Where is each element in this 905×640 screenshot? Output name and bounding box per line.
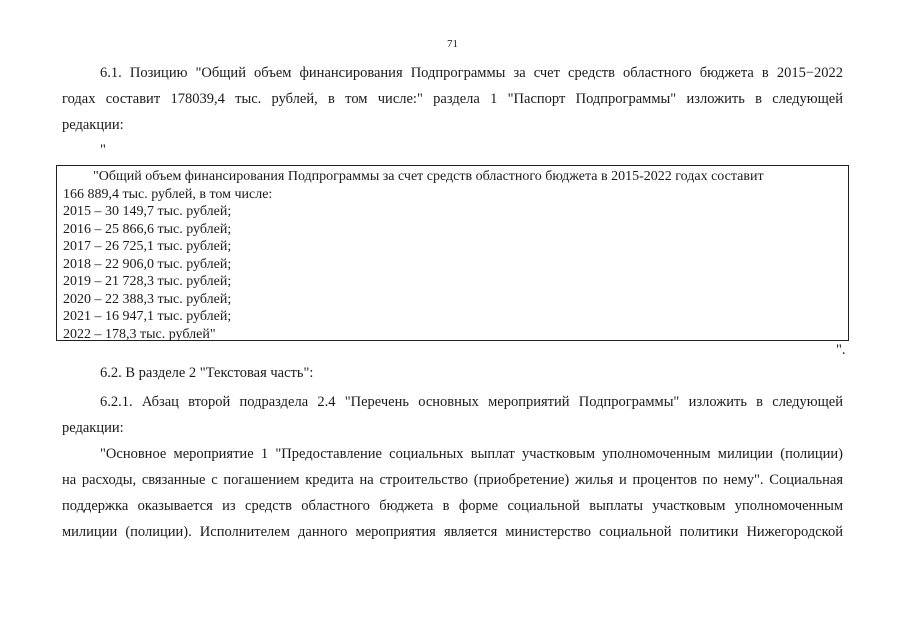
paragraph-line: "Основное мероприятие 1 "Предоставление социальных выплат участковым уполномоченным милиции (полиции): [100, 446, 843, 462]
box-line: "Общий объем финансирования Подпрограммы за счет средств областного бюджета в 2015-2022 годах составит: [93, 169, 764, 184]
paragraph-line: милиции (полиции). Исполнителем данного мероприятия является министерство социальной политики Нижегородской: [62, 524, 843, 540]
box-line: 2018 – 22 906,0 тыс. рублей;: [63, 256, 232, 272]
paragraph-line: редакции:: [62, 420, 124, 436]
paragraph-line: на расходы, связанные с погашением кредита на строительство (приобретение) жилья и процентов по нему". Социальная: [62, 472, 843, 488]
paragraph-line: годах составит 178039,4 тыс. рублей, в том числе:" раздела 1 "Паспорт Подпрограммы" изложить в следующей: [62, 91, 843, 107]
box-line: 2017 – 26 725,1 тыс. рублей;: [63, 239, 232, 254]
box-line: 2022 – 178,3 тыс. рублей": [63, 326, 216, 342]
paragraph-6-2-1: [62, 389, 843, 441]
opening-quote: ": [100, 142, 106, 158]
box-line: 166 889,4 тыс. рублей, в том числе:: [63, 186, 273, 202]
section-6-2-heading: 6.2. В разделе 2 "Текстовая часть":: [100, 365, 314, 381]
closing-quote: ".: [836, 342, 846, 358]
paragraph-line: 6.2.1. Абзац второй подраздела 2.4 "Перечень основных мероприятий Подпрограммы" изложить в следующей: [100, 394, 843, 410]
paragraph-line: редакции:: [62, 117, 124, 133]
paragraph-line: 6.1. Позицию "Общий объем финансирования Подпрограммы за счет средств областного бюджета в 2015−2022: [100, 65, 843, 81]
box-line: 2015 – 30 149,7 тыс. рублей;: [63, 204, 232, 219]
box-line: 2020 – 22 388,3 тыс. рублей;: [63, 291, 232, 307]
paragraph-main-event: [62, 441, 843, 545]
box-line: 2016 – 25 866,6 тыс. рублей;: [63, 221, 232, 237]
box-line: 2021 – 16 947,1 тыс. рублей;: [63, 309, 232, 324]
box-line: 2019 – 21 728,3 тыс. рублей;: [63, 274, 232, 289]
page-number: 71: [447, 38, 458, 50]
paragraph-6-1: [62, 60, 843, 138]
paragraph-line: поддержка оказывается из средств областного бюджета в форме социальной выплаты участковым уполномоченным: [62, 498, 843, 514]
quoted-text-box: [56, 165, 849, 341]
